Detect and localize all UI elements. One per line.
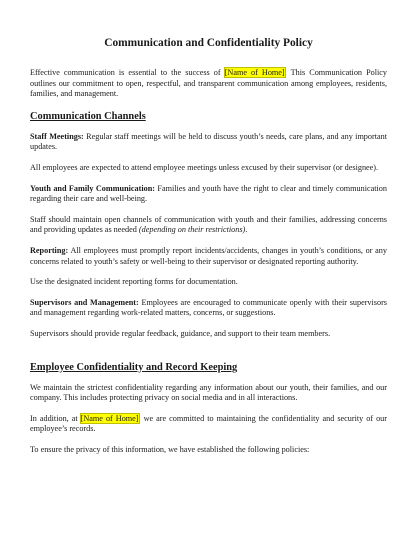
confidentiality-paragraph-2: [30, 414, 387, 435]
staff-meetings-text: Regular staff meetings will be held to discuss youth’s needs, care plans, and any important updates.: [30, 131, 387, 152]
document-title: Communication and Confidentiality Policy: [104, 37, 313, 49]
open-channels-end: .: [245, 225, 248, 235]
supervisors-label: Supervisors and Management:: [30, 297, 139, 307]
confidentiality-paragraph-1: We maintain the strictest confidentiality regarding any information about our youth, their families, and our company. This includes protecting privacy on social media and in all interactions.: [30, 382, 387, 403]
open-channels-paragraph: [30, 215, 387, 236]
youth-family-label: Youth and Family Communication:: [30, 183, 156, 193]
youth-family-paragraph: [30, 184, 387, 205]
reporting-text: All employees must promptly report incidents/accidents, changes in youth’s conditions, or any concerns related to youth’s safety or well-being to their supervisor or designated reporting authority.: [30, 245, 387, 266]
reporting-label: Reporting:: [30, 245, 69, 255]
youth-family-text: Families and youth have the right to clear and timely communication regarding their care and well-being.: [30, 183, 387, 204]
intro-text-before: Effective communication is essential to the success of: [30, 68, 225, 77]
intro-text-after: . This Communication Policy outlines our commitment to open, respectful, and transparent communication among employees, residents, families, and management.: [30, 68, 388, 99]
intro-paragraph: [30, 68, 387, 100]
feedback-paragraph: Supervisors should provide regular feedback, guidance, and support to their team members.: [30, 328, 331, 338]
name-of-home-placeholder-2: [Name of Home]: [80, 413, 139, 423]
staff-meetings-paragraph: [30, 132, 387, 153]
communication-channels-heading: Communication Channels: [30, 110, 146, 122]
staff-meetings-label: Staff Meetings:: [30, 131, 84, 141]
confidentiality-paragraph-3: To ensure the privacy of this information, we have established the following policies:: [30, 444, 310, 454]
supervisors-text: Employees are encouraged to communicate openly with their supervisors and management regarding work-related matters, concerns, or suggestions.: [30, 297, 387, 318]
confidentiality-heading: Employee Confidentiality and Record Keeping: [30, 361, 238, 373]
confidentiality-p2-after: , we are committed to maintaining the confidentiality and security of our employee’s records.: [30, 413, 387, 434]
open-channels-text: Staff should maintain open channels of communication with youth and their families, addressing concerns and providing updates as needed: [30, 214, 387, 235]
open-channels-italic: (depending on their restrictions): [138, 225, 246, 235]
forms-paragraph: Use the designated incident reporting forms for documentation.: [30, 277, 238, 287]
supervisors-paragraph: [30, 298, 387, 319]
confidentiality-p2-before: In addition, at: [30, 413, 81, 423]
reporting-paragraph: [30, 246, 387, 267]
attendance-paragraph: All employees are expected to attend employee meetings unless excused by their supervisor (or designee).: [30, 162, 379, 172]
name-of-home-placeholder: [Name of Home]: [224, 68, 285, 77]
